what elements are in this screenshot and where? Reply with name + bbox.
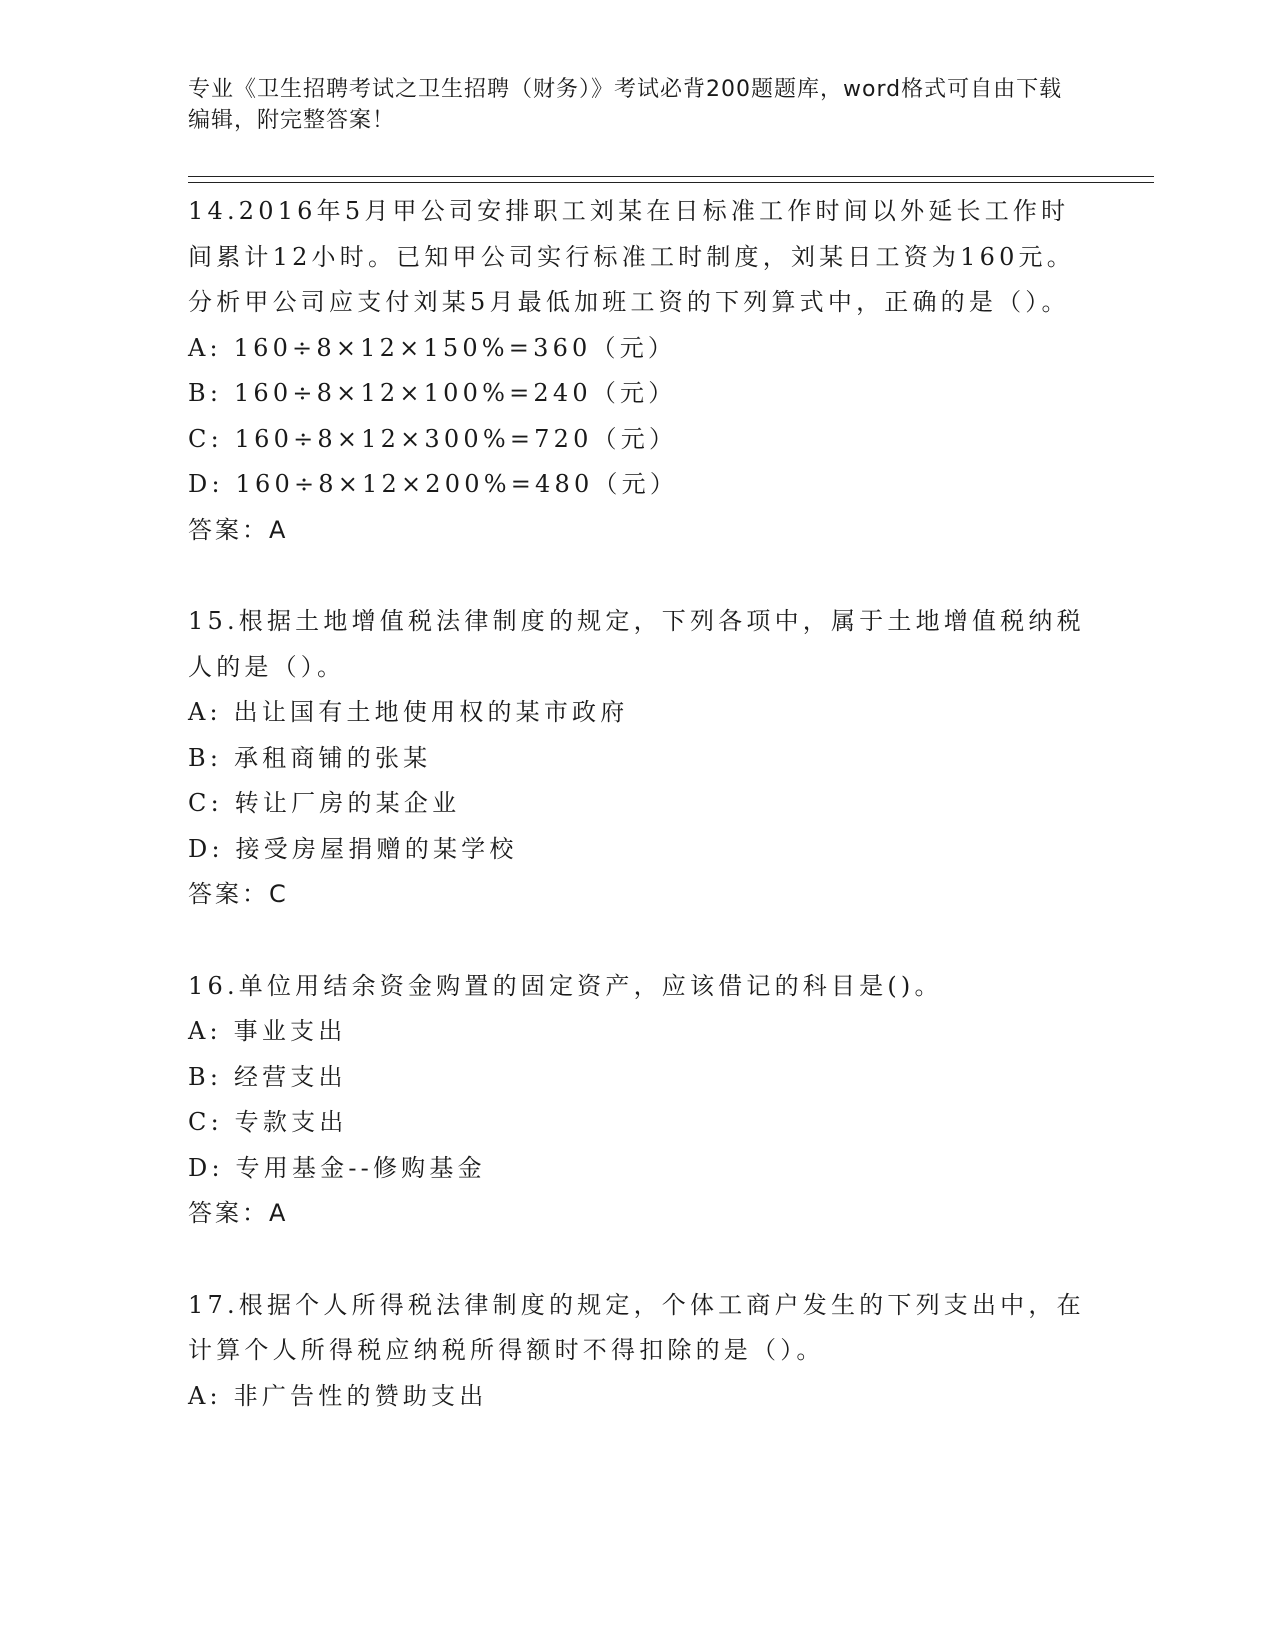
question-text: 15.根据土地增值税法律制度的规定，下列各项中，属于土地增值税纳税人的是（）。 xyxy=(188,607,1085,681)
option-c: C: 专款支出 xyxy=(188,1108,348,1136)
option-c: C: 160÷8×12×300%=720（元） xyxy=(188,424,678,453)
question-14 xyxy=(188,189,1088,553)
option-a: A: 非广告性的赞助支出 xyxy=(188,1381,488,1410)
question-16 xyxy=(188,964,1088,1237)
question-list xyxy=(188,189,1088,1419)
option-b: B: 经营支出 xyxy=(188,1062,347,1091)
option-d: D: 160÷8×12×200%=480（元） xyxy=(188,470,679,498)
header-rule-bottom xyxy=(188,182,1154,183)
document-header: 专业《卫生招聘考试之卫生招聘（财务）》考试必背200题题库，word格式可自由下载编辑，附完整答案！ xyxy=(188,77,1063,133)
answer-line xyxy=(188,508,1088,554)
spacer xyxy=(188,918,1088,964)
answer-label: 答案： xyxy=(188,515,269,544)
spacer xyxy=(188,1237,1088,1283)
answer-value: C xyxy=(269,880,287,908)
option-b: B: 承租商铺的张某 xyxy=(188,743,432,772)
option-d: D: 接受房屋捐赠的某学校 xyxy=(188,834,518,863)
option-a: A: 160÷8×12×150%=360（元） xyxy=(188,333,677,362)
answer-label: 答案： xyxy=(188,1199,269,1227)
option-a: A: 出让国有土地使用权的某市政府 xyxy=(188,698,629,726)
option-a: A: 事业支出 xyxy=(188,1017,347,1045)
option-b: B: 160÷8×12×100%=240（元） xyxy=(188,379,677,407)
answer-line xyxy=(188,872,1088,918)
question-17 xyxy=(188,1283,1088,1420)
answer-label: 答案： xyxy=(188,880,269,908)
question-text: 14.2016年5月甲公司安排职工刘某在日标准工作时间以外延长工作时间累计12小时。已知甲公司实行标准工时制度，刘某日工资为160元。分析甲公司应支付刘某5月最低加班工资的下列算式中，正确的是（）。 xyxy=(188,197,1075,316)
option-d: D: 专用基金--修购基金 xyxy=(188,1153,486,1182)
question-text: 17.根据个人所得税法律制度的规定，个体工商户发生的下列支出中，在计算个人所得税应纳税所得额时不得扣除的是（）。 xyxy=(188,1290,1085,1364)
answer-value: A xyxy=(269,1199,287,1227)
spacer xyxy=(188,553,1088,599)
answer-line xyxy=(188,1191,1088,1237)
answer-value: A xyxy=(269,515,287,544)
question-15 xyxy=(188,599,1088,918)
question-text: 16.单位用结余资金购置的固定资产，应该借记的科目是()。 xyxy=(188,971,943,1000)
header-rule-top xyxy=(188,176,1154,177)
option-c: C: 转让厂房的某企业 xyxy=(188,789,461,817)
